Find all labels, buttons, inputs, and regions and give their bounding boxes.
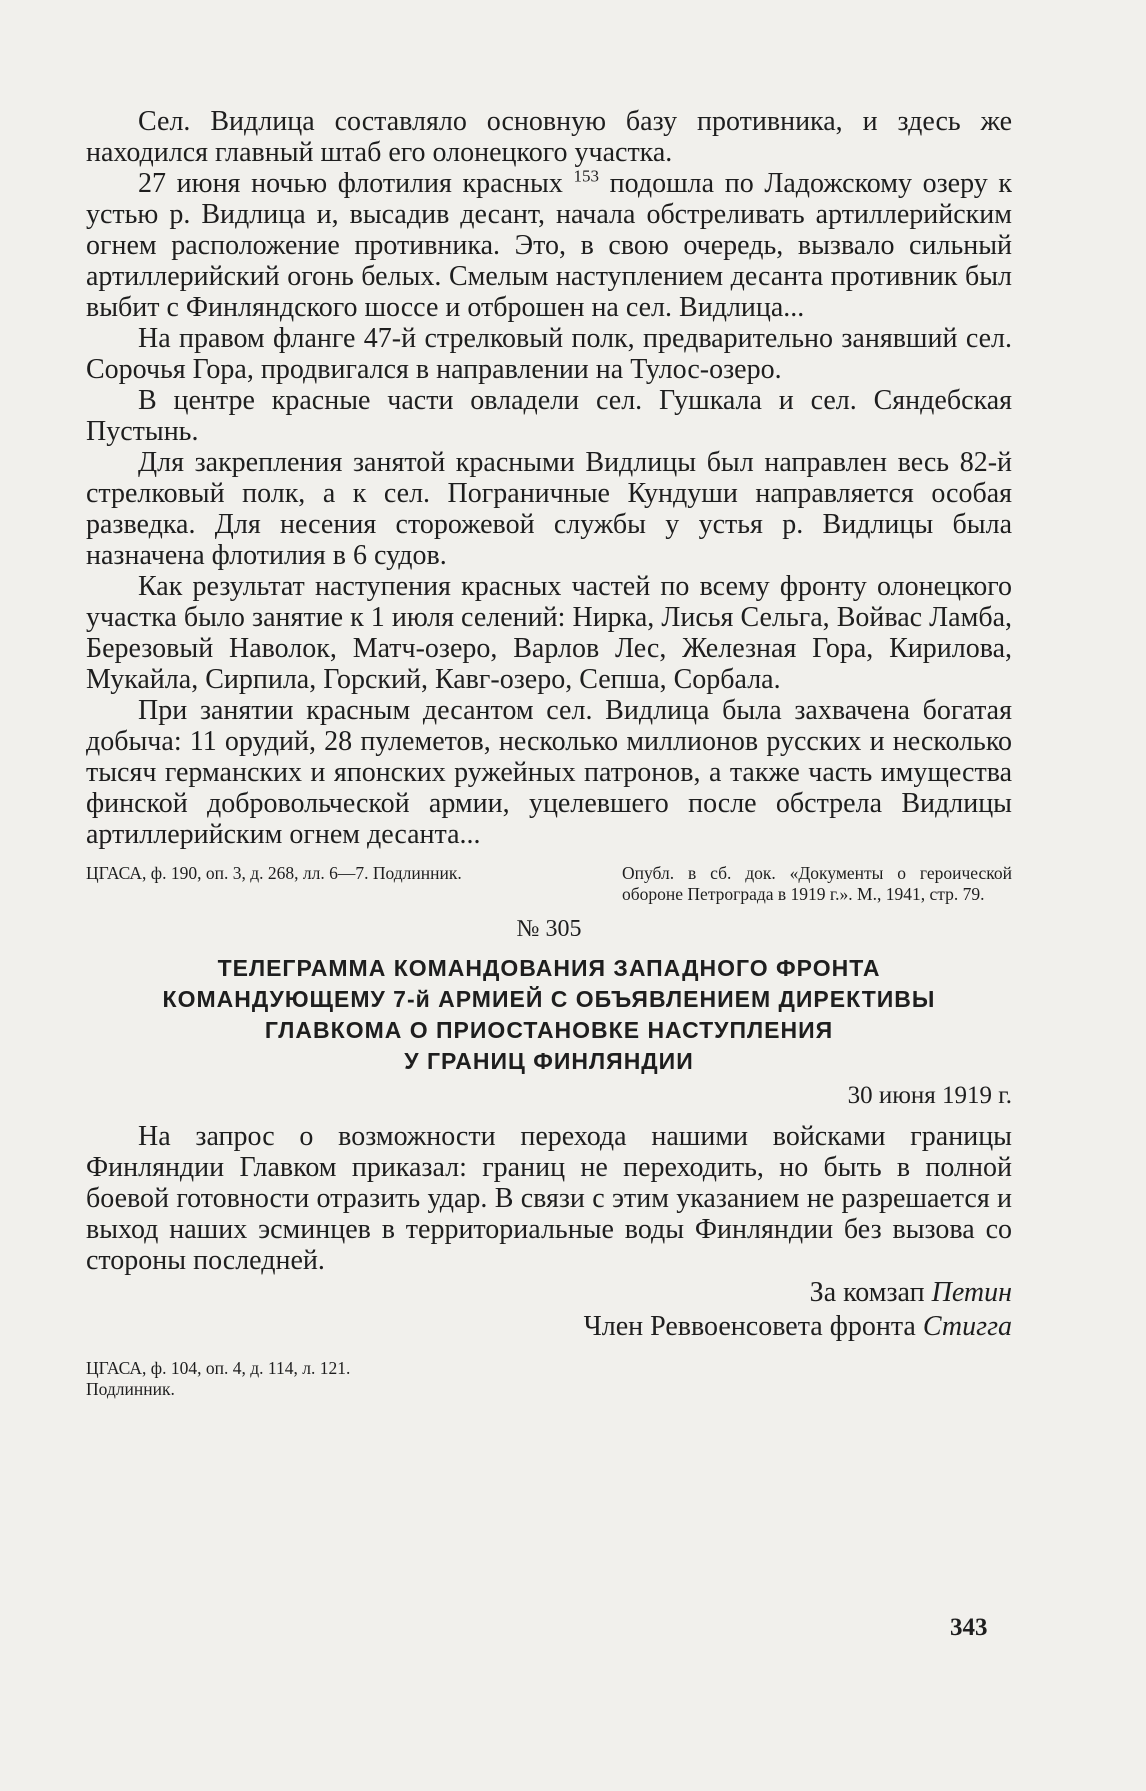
paragraph-2-start: 27 июня ночью флотилия красных <box>138 168 563 199</box>
telegram-text: На запрос о возможности перехода нашими войсками границы Финляндии Главком приказал: границ не переходить, но быть в полной боевой готовности отразить удар. В связи с этим указанием не разрешается и выход наших эсминцев в территориальные воды Финляндии без вызова со стороны последней. <box>86 1121 1012 1276</box>
archive-source-line: Подлинник. <box>86 1379 175 1399</box>
paragraph-6: Как результат наступения красных частей по всему фронту олонецкого участка было занятие к 1 июля селений: Нирка, Лисья Сельга, Войвас Ламба, Березовый Наволок, Матч-озеро, Варлов Лес, Железная Гора, Кирилова, Мукайла, Сирпила, Горский, Кавг-озеро, Сепша, Сорбала. <box>86 571 1012 695</box>
paragraph-1: Сел. Видлица составляло основную базу противника, и здесь же находился главный штаб его олонецкого участка. <box>86 106 1012 168</box>
document-number: № 305 <box>516 916 582 942</box>
paragraph-4: В центре красные части овладели сел. Гушкала и сел. Сяндебская Пустынь. <box>86 385 1012 447</box>
archive-source: ЦГАСА, ф. 190, оп. 3, д. 268, лл. 6—7. Подлинник. <box>86 863 462 883</box>
paragraph-5: Для закрепления занятой красными Видлицы был направлен весь 82-й стрелковый полк, а к сел. Пограничные Кундуши направляется особая разведка. Для несения сторожевой службы у устья р. Видлицы была назначена флотилия в 6 судов. <box>86 447 1012 571</box>
archive-source-line: ЦГАСА, ф. 104, оп. 4, д. 114, л. 121. <box>86 1358 351 1378</box>
signature-1 <box>86 1276 1012 1310</box>
signature-2 <box>86 1310 1012 1344</box>
footnote-marker: 153 <box>573 166 599 186</box>
paragraph-3: На правом фланге 47-й стрелковый полк, предварительно занявший сел. Сорочья Гора, продвигался в направлении на Тулос-озеро. <box>86 323 1012 385</box>
heading-line: У ГРАНИЦ ФИНЛЯНДИИ <box>404 1048 694 1074</box>
sources-block <box>86 863 1012 905</box>
document-date: 30 июня 1919 г. <box>847 1082 1012 1109</box>
text-column <box>86 106 1012 1400</box>
page-number: 343 <box>950 1614 988 1641</box>
paragraph-7: При занятии красным десантом сел. Видлица была захвачена богатая добыча: 11 орудий, 28 пулеметов, несколько миллионов русских и несколько тысяч германских и японских ружейных патронов, а также часть имущества финской добровольческой армии, уцелевшего после обстрела Видлицы артиллерийским огнем десанта... <box>86 695 1012 850</box>
signature-role: За комзап <box>809 1277 925 1308</box>
paragraph-2 <box>86 168 1012 323</box>
paragraph-2-rest: подошла по Ладожскому озеру к устью р. Видлица и, высадив десант, начала обстреливать артиллерийским огнем расположение противника. Это, в свою очередь, вызвало сильный артиллерийский огонь белых. Смелым наступлением десанта противник был выбит с Финляндского шоссе и отброшен на сел. Видлица... <box>86 168 1013 323</box>
heading-line: ТЕЛЕГРАММА КОМАНДОВАНИЯ ЗАПАДНОГО ФРОНТА <box>217 955 881 981</box>
signature-name: Стигга <box>922 1311 1012 1342</box>
heading-line: КОМАНДУЮЩЕМУ 7-й АРМИЕЙ С ОБЪЯВЛЕНИЕМ ДИРЕКТИВЫ <box>162 986 936 1012</box>
publication-source: Опубл. в сб. док. «Документы о героической обороне Петрограда в 1919 г.». М., 1941, стр. 79. <box>622 863 1012 904</box>
signature-role: Член Реввоенсовета фронта <box>583 1311 916 1342</box>
heading-line: ГЛАВКОМА О ПРИОСТАНОВКЕ НАСТУПЛЕНИЯ <box>264 1017 834 1043</box>
signature-name: Петин <box>931 1277 1012 1308</box>
document-heading <box>86 953 1012 1077</box>
archive-source-bottom <box>86 1358 1012 1400</box>
